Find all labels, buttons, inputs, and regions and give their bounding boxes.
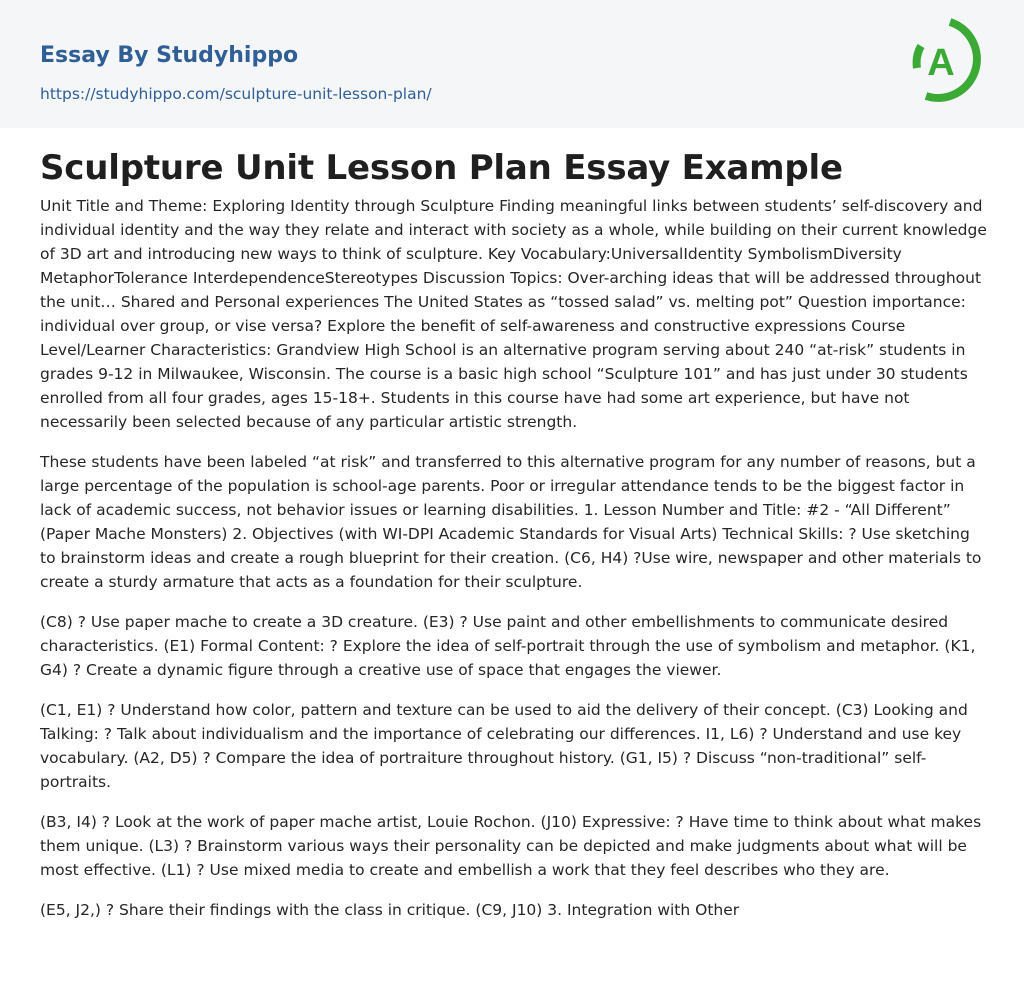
brand-title: Essay By Studyhippo (40, 43, 299, 68)
essay-paragraph-5: (B3, I4) ? Look at the work of paper mache artist, Louie Rochon. (J10) Expressive: ? Have time to think about what makes them unique. (L3) ? Brainstorm various ways their personality can be depicted and make judgments about what will be most effective. (L1) ? Use mixed media to create and embellish a work that they feel describes who they are. (40, 813, 982, 879)
essay-paragraph-4: (C1, E1) ? Understand how color, pattern and texture can be used to aid the delivery of their concept. (C3) Looking and Talking: ? Talk about individualism and the importance of celebrating our differences. I1, L6) ? Understand and use key vocabulary. (A2, D5) ? Compare the idea of portraiture throughout history. (G1, I5) ? Discuss “non-traditional” self-portraits. (40, 701, 968, 791)
page-title: Sculpture Unit Lesson Plan Essay Example (40, 148, 843, 188)
site-header (0, 0, 1024, 128)
article (40, 128, 988, 938)
logo-letter: A (927, 42, 955, 84)
studyhippo-logo-icon[interactable] (912, 18, 988, 106)
essay-paragraph-3: (C8) ? Use paper mache to create a 3D creature. (E3) ? Use paint and other embellishments to communicate desired characteristics. (E1) Formal Content: ? Explore the idea of self-portrait through the use of symbolism and metaphor. (K1, G4) ? Create a dynamic figure through a creative use of space that engages the viewer. (40, 613, 976, 679)
essay-paragraph-1: Unit Title and Theme: Exploring Identity through Sculpture Finding meaningful links between students’ self-discovery and individual identity and the way they relate and interact with society as a whole, while building on their current knowledge of 3D art and introducing new ways to think of sculpture. Key Vocabulary:UniversalIdentity SymbolismDiversity MetaphorTolerance InterdependenceStereotypes Discussion Topics: Over-arching ideas that will be addressed throughout the unit… Shared and Personal experiences The United States as “tossed salad” vs. melting pot” Question importance: individual over group, or vise versa? Explore the benefit of self-awareness and constructive expressions Course Level/Learner Characteristics: Grandview High School is an alternative program serving about 240 “at-risk” students in grades 9-12 in Milwaukee, Wisconsin. The course is a basic high school “Sculpture 101” and has just under 30 students enrolled from all four grades, ages 15-18+. Students in this course have had some art experience, but have not necessarily been selected because of any particular artistic strength. (40, 197, 987, 431)
essay-paragraph-6: (E5, J2,) ? Share their findings with the class in critique. (C9, J10) 3. Integration with Other (40, 901, 740, 919)
source-url-link[interactable]: https://studyhippo.com/sculpture-unit-lesson-plan/ (40, 85, 432, 103)
essay-paragraph-2: These students have been labeled “at risk” and transferred to this alternative program for any number of reasons, but a large percentage of the population is school-age parents. Poor or irregular attendance tends to be the biggest factor in lack of academic success, not behavior issues or learning disabilities. 1. Lesson Number and Title: #2 - “All Different” (Paper Mache Monsters) 2. Objectives (with WI-DPI Academic Standards for Visual Arts) Technical Skills: ? Use sketching to brainstorm ideas and create a rough blueprint for their creation. (C6, H4) ?Use wire, newspaper and other materials to create a sturdy armature that acts as a foundation for their sculpture. (40, 453, 982, 591)
